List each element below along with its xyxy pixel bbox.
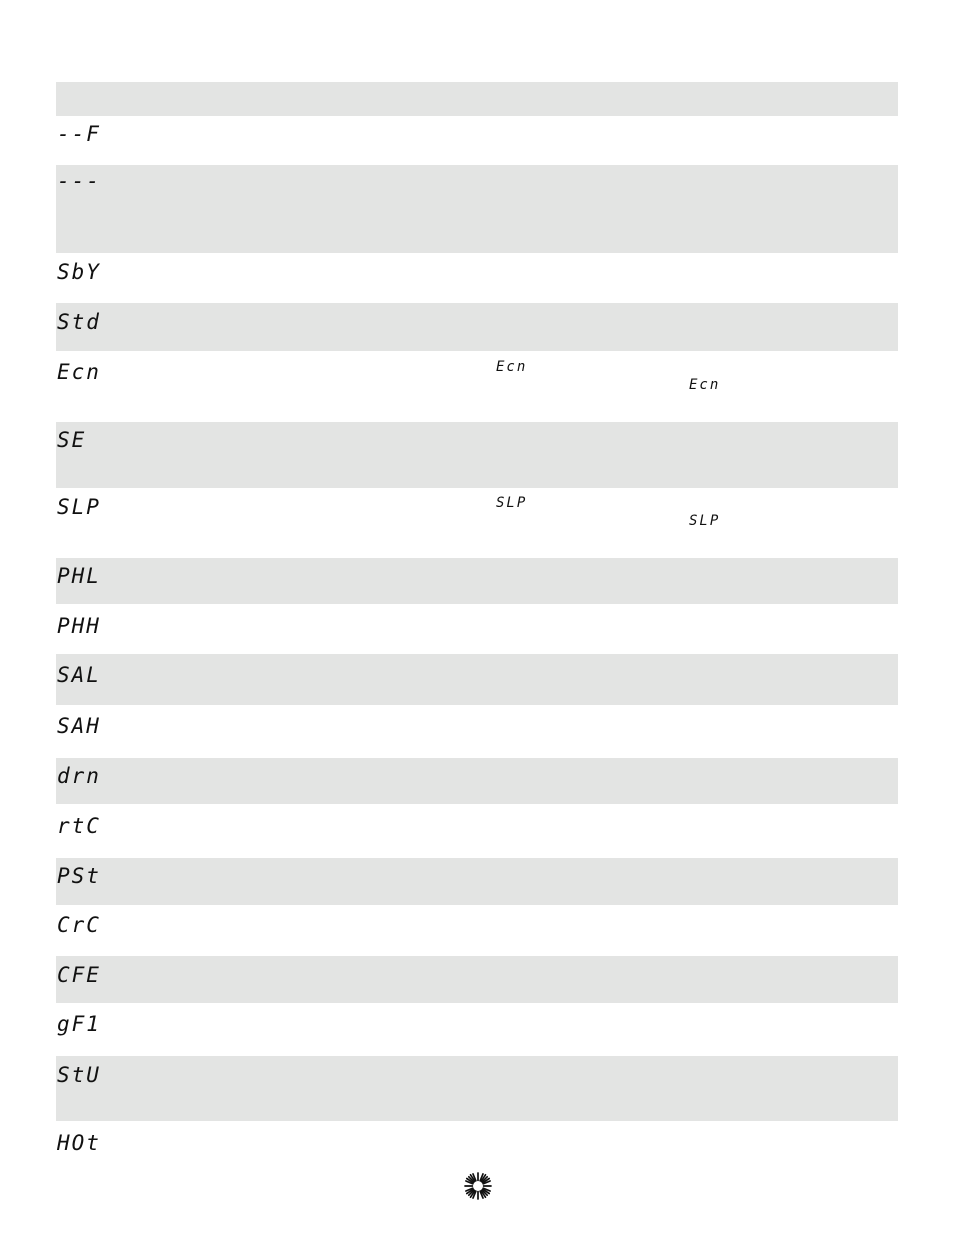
- display-code: PSt: [57, 864, 101, 888]
- table-row: [56, 1121, 898, 1161]
- table-row: [56, 165, 898, 253]
- display-code: SbY: [57, 260, 101, 284]
- table-row: [56, 956, 898, 1003]
- table-row: [56, 1056, 898, 1121]
- display-code: PHH: [57, 614, 101, 638]
- starburst-logo-icon: [464, 1172, 492, 1200]
- inline-display-code: Ecn: [689, 377, 721, 393]
- table-row: [56, 804, 898, 858]
- table-row: [56, 858, 898, 905]
- display-code: gF1: [57, 1012, 101, 1036]
- display-code: Std: [57, 310, 101, 334]
- table-row: [56, 758, 898, 804]
- codes-table: [56, 82, 898, 1161]
- display-code: CFE: [57, 963, 101, 987]
- display-code: StU: [57, 1063, 101, 1087]
- display-code: PHL: [57, 564, 101, 588]
- inline-display-code: SLP: [689, 513, 721, 529]
- table-row: [56, 488, 898, 558]
- display-code: SAL: [57, 663, 101, 687]
- display-code: SLP: [57, 495, 101, 519]
- display-code: ---: [57, 169, 101, 193]
- table-row: [56, 253, 898, 303]
- display-code: --F: [57, 122, 101, 146]
- table-row: [56, 905, 898, 956]
- table-row: [56, 654, 898, 705]
- table-row: [56, 116, 898, 165]
- table-row: [56, 558, 898, 604]
- display-code: CrC: [57, 913, 101, 937]
- display-code: HOt: [57, 1131, 101, 1155]
- inline-display-code: SLP: [496, 495, 528, 511]
- display-code: Ecn: [57, 360, 101, 384]
- inline-display-code: Ecn: [496, 359, 528, 375]
- display-code: SAH: [57, 714, 101, 738]
- display-code: rtC: [57, 814, 101, 838]
- table-row: [56, 1003, 898, 1056]
- table-row: [56, 351, 898, 422]
- display-code: drn: [57, 764, 101, 788]
- table-header-row: [56, 82, 898, 116]
- table-row: [56, 422, 898, 488]
- table-row: [56, 604, 898, 654]
- table-row: [56, 705, 898, 758]
- display-code: SE: [57, 428, 87, 452]
- table-row: [56, 303, 898, 351]
